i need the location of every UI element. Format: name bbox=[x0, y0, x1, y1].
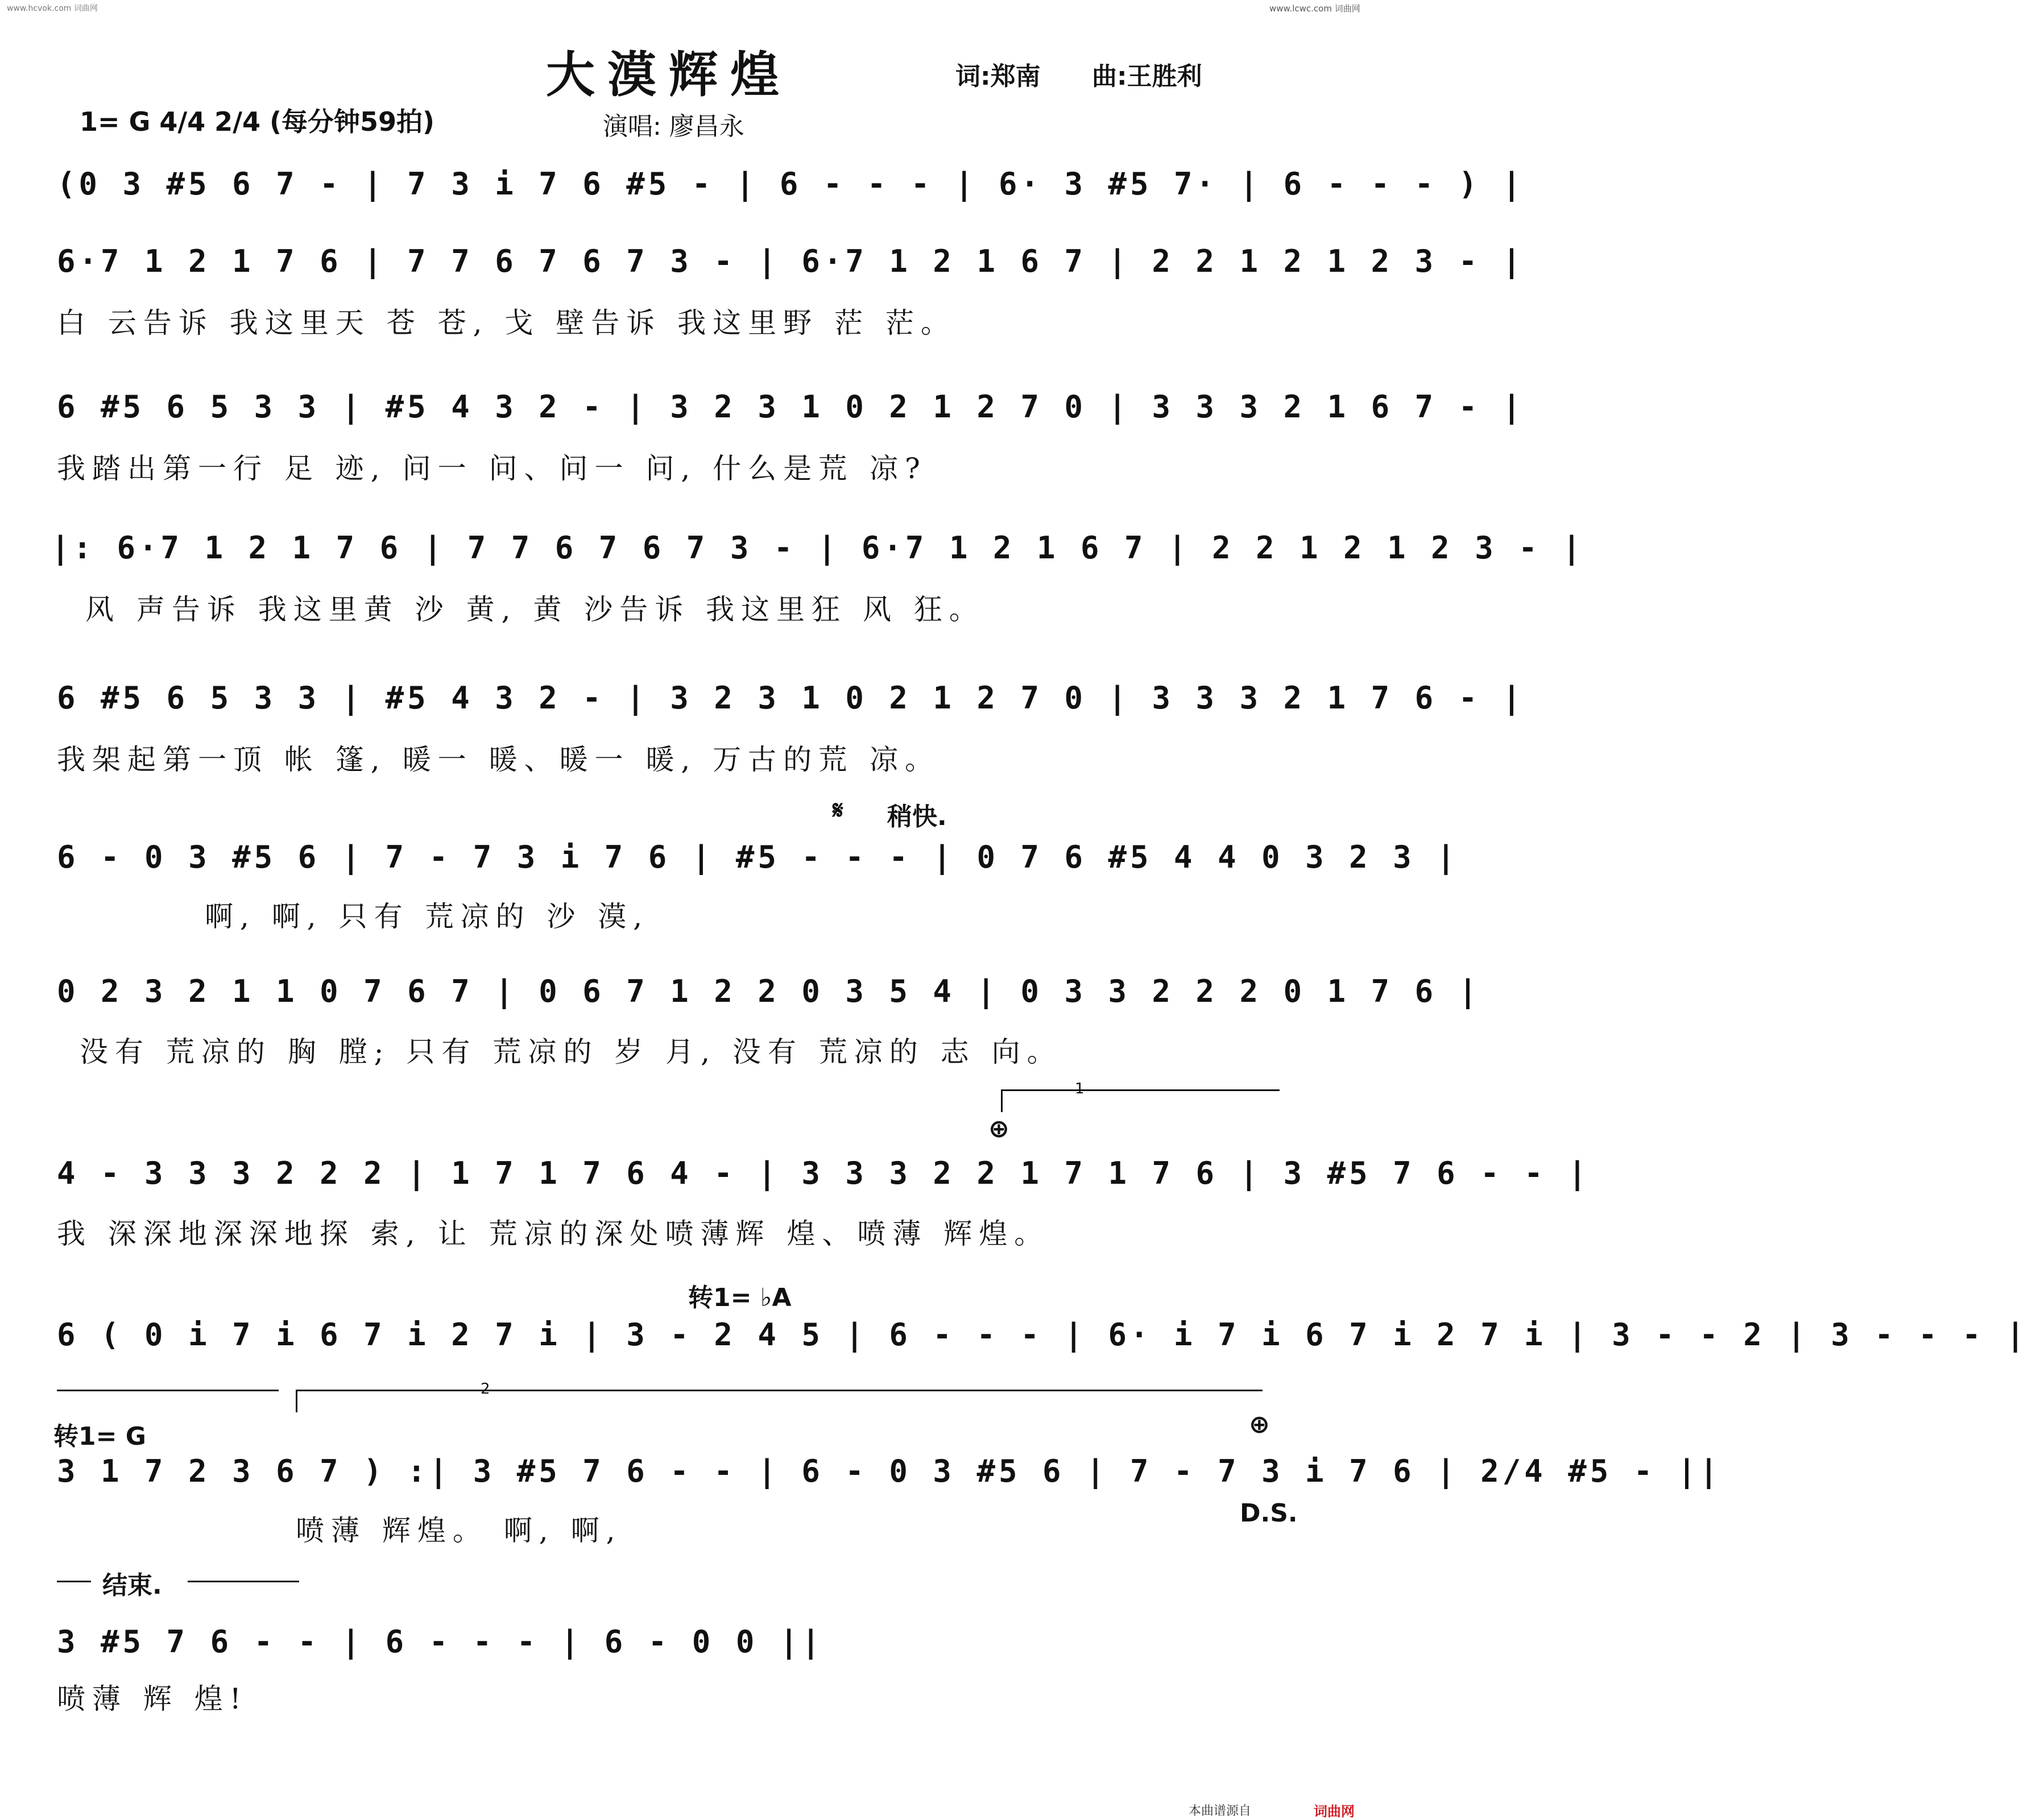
lyric-line-10: 喷薄 辉煌。 啊, 啊, bbox=[296, 1514, 622, 1547]
lyric-line-3: 我踏出第一行 足 迹, 问一 问、问一 问, 什么是荒 凉? bbox=[57, 452, 927, 485]
score-line-2: 6·7 1 2 1 7 6 | 7 7 6 7 6 7 3 - | 6·7 1 2 1 6 7 | 2 2 1 2 1 2 3 - | bbox=[57, 243, 1525, 279]
dal-segno: D.S. bbox=[1240, 1499, 1298, 1528]
composer: 曲:王胜利 bbox=[1092, 62, 1202, 91]
coda-icon: ⊕ bbox=[1249, 1410, 1270, 1439]
score-line-6: 6 - 0 3 #5 6 | 7 - 7 3 i 7 6 | #5 - - - | 0 7 6 #5 4 4 0 3 2 3 | bbox=[57, 839, 1459, 875]
volta-left-line bbox=[57, 1390, 279, 1391]
ending-line-right bbox=[188, 1581, 299, 1582]
lyricist: 词:郑南 bbox=[955, 62, 1041, 91]
lyric-line-8: 我 深深地深深地探 索, 让 荒凉的深处喷薄辉 煌、喷薄 辉煌。 bbox=[57, 1217, 1050, 1250]
score-line-9: 6 ( 0 i 7 i 6 7 i 2 7 i | 3 - 2 4 5 | 6 - - - | 6· i 7 i 6 7 i 2 7 i | 3 - - 2 | 3 - - - | bbox=[57, 1317, 2028, 1353]
lyric-line-4: 风 声告诉 我这里黄 沙 黄, 黄 沙告诉 我这里狂 风 狂。 bbox=[85, 593, 984, 626]
volta-2-number: 2 bbox=[481, 1380, 490, 1398]
singer: 演唱: 廖昌永 bbox=[603, 112, 744, 141]
lyric-line-6: 啊, 啊, 只有 荒凉的 沙 漠, bbox=[205, 900, 649, 933]
song-title: 大漠辉煌 bbox=[546, 46, 792, 103]
score-line-11: 3 #5 7 6 - - | 6 - - - | 6 - 0 0 || bbox=[57, 1624, 823, 1660]
footer-logo: 词曲网 bbox=[1314, 1804, 1355, 1819]
key-change-g: 转1= G bbox=[53, 1422, 146, 1451]
key-tempo: 1= G 4/4 2/4 (每分钟59拍) bbox=[80, 106, 435, 137]
volta-1-line bbox=[1001, 1089, 1280, 1091]
segno-icon: 𝄋 bbox=[833, 796, 843, 825]
lyric-line-7: 没有 荒凉的 胸 膛; 只有 荒凉的 岁 月, 没有 荒凉的 志 向。 bbox=[80, 1035, 1062, 1068]
lyric-line-11: 喷薄 辉 煌! bbox=[57, 1682, 248, 1715]
lyric-line-5: 我架起第一顶 帐 篷, 暖一 暖、暖一 暖, 万古的荒 凉。 bbox=[57, 743, 941, 776]
volta-1-number: 1 bbox=[1075, 1080, 1085, 1097]
coda-icon: ⊕ bbox=[988, 1114, 1009, 1143]
score-line-5: 6 #5 6 5 3 3 | #5 4 3 2 - | 3 2 3 1 0 2 1 2 7 0 | 3 3 3 2 1 7 6 - | bbox=[57, 680, 1525, 716]
score-line-10: 3 1 7 2 3 6 7 ) :| 3 #5 7 6 - - | 6 - 0 3 #5 6 | 7 - 7 3 i 7 6 | 2/4 #5 - || bbox=[57, 1453, 1721, 1489]
score-line-4: |: 6·7 1 2 1 7 6 | 7 7 6 7 6 7 3 - | 6·7 1 2 1 6 7 | 2 2 1 2 1 2 3 - | bbox=[51, 530, 1584, 566]
score-line-7: 0 2 3 2 1 1 0 7 6 7 | 0 6 7 1 2 2 0 3 5 4 | 0 3 3 2 2 2 0 1 7 6 | bbox=[57, 973, 1481, 1009]
volta-2-line bbox=[296, 1390, 1263, 1391]
watermark-right: www.lcwc.com 词曲网 bbox=[1269, 3, 1360, 14]
ending-line-left bbox=[57, 1581, 91, 1582]
tempo-mark: 稍快. bbox=[887, 802, 947, 831]
watermark-left: www.hcvok.com 词曲网 bbox=[7, 4, 98, 13]
volta-1-hook bbox=[1001, 1089, 1003, 1112]
volta-2-hook bbox=[296, 1390, 297, 1412]
lyric-line-2: 白 云告诉 我这里天 苍 苍, 戈 壁告诉 我这里野 茫 茫。 bbox=[57, 306, 956, 339]
score-line-1: (0 3 #5 6 7 - | 7 3 i 7 6 #5 - | 6 - - - | 6· 3 #5 7· | 6 - - - ) | bbox=[57, 166, 1525, 202]
ending-mark: 结束. bbox=[102, 1571, 162, 1600]
footer-source: 本曲谱源自 bbox=[1189, 1804, 1252, 1818]
key-change-ab: 转1= ♭A bbox=[688, 1283, 792, 1312]
score-line-3: 6 #5 6 5 3 3 | #5 4 3 2 - | 3 2 3 1 0 2 1 2 7 0 | 3 3 3 2 1 6 7 - | bbox=[57, 389, 1525, 425]
score-line-8: 4 - 3 3 3 2 2 2 | 1 7 1 7 6 4 - | 3 3 3 2 2 1 7 1 7 6 | 3 #5 7 6 - - | bbox=[57, 1155, 1590, 1191]
